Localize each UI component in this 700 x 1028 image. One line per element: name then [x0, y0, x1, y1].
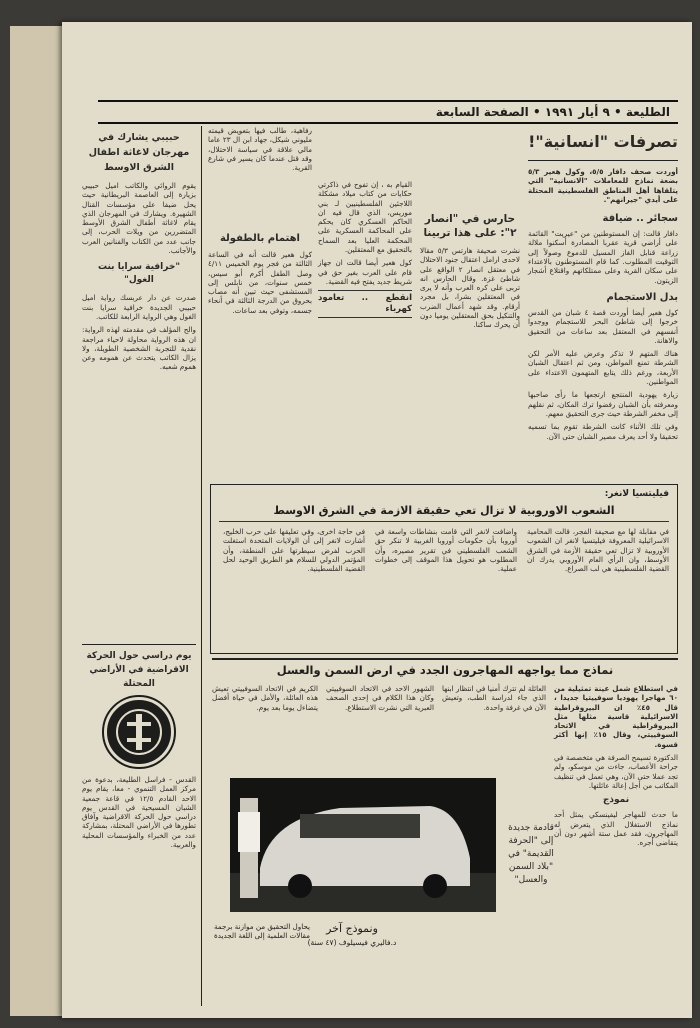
page-header — [98, 100, 678, 124]
article-kicker: فيليتسيا لانغر: — [604, 489, 669, 499]
article-title: الشعوب الاوروبية لا تزال تعي حقيقة الازمة في الشرق الاوسط — [219, 503, 669, 522]
paragraph: رفاهية، طالب فيها بتعويض قيمته مليوني شيكل، جهاد ابن ال ٢٣ عاما مالي علاقة في سياسة الاحتلال، وقد قتل عندما كان يسير في شارع القرية. — [208, 126, 312, 173]
photo-caption-note: يحاول التحقيق من موازنة برجمة مقالات العلمية إلى اللغة الجديدة — [213, 922, 311, 941]
article-langer-box — [210, 484, 678, 654]
newspaper-page — [62, 22, 692, 1018]
paragraph: وفي تلك الأثناء كانت الشرطة تقوم بما تسميه تحقيقا ولا أحد يعرف مصير الشبان حتى الآن. — [528, 422, 678, 441]
article-childhood — [208, 232, 312, 319]
article-title: تصرفات "انسانية"! — [528, 126, 678, 161]
paragraph: يقوم الروائي والكاتب اميل حبيبي بزيارة إلى العاصمة البريطانية حيث يحل ضيفا على مؤسسات القنال الشهيرة. ويشارك في المهرجان الذي يقام لاغاثة أطفال الشرق الأوسط المتضررين من ويلات الحرب، إلى جانب عدد من الكتاب والفنانين العرب والأجانب. — [82, 181, 196, 256]
page-header-text: الطليعة • ٩ أيار ١٩٩١ • الصفحة السابعة — [435, 105, 670, 119]
institution-logo — [104, 697, 174, 767]
subheading: اهتمام بالطفولة — [219, 233, 300, 244]
subheading: انقطع .. تعامود كهرباء — [318, 290, 412, 318]
article-humane-conduct — [528, 126, 678, 445]
article-immigrants — [554, 684, 678, 851]
paragraph: القيام به ، إن تفوح في ذاكرتي حكايات من كتاب ميلاد مشكلة اللاجئين الفلسطينيين لـ بني موريس، الذي قال فيه ان الحاكم العسكري كان يحكم على المحاكمة العسكرية على المحكمة العليا بعد السماح بالتحقيق مع المعتقلين. — [318, 180, 412, 255]
article-immigrants-continued — [442, 684, 546, 716]
paragraph: هناك المتهم لا تذكر وعرض عليه الأمر لكن الشرطة تمنع المواطن، ومن ثم اعتقال الشبان الأربعة، ورغم ذلك يتابع المتهمون الاعتداء على المواطنين. — [528, 349, 678, 387]
article-title: حارس في "انصار ٢": على هذا تربينا — [423, 213, 517, 239]
car-scene-illustration — [230, 778, 496, 912]
paragraph: الشهور الاحد في الاتحاد السوفييتي وكان هذا الكلام في إحدى الصحف العبرية التي نشرت الاستطلاع. — [326, 684, 434, 712]
paragraph: زيارة يهودية المنتجع ارتجعها ما رأى صاحبها ومعرفته بأن الشبان رفضوا ترك المكان، ثم نقلهم إلى مخفر الشرطة حيث جرى التحقيق معهم. — [528, 390, 678, 418]
article-reports — [318, 180, 412, 322]
paragraph: صدرت عن دار عربسك رواية اميل حبيبي الجديدة خرافية سرايا بنت الغول وهي الرواية الرابعة للكاتب. — [82, 293, 196, 321]
paragraph: كول هعير أيضا قالت ان جهاز قام على العرب بغير حق في شريط جديد يفتح فيه القضية. — [318, 258, 412, 286]
article-column — [375, 527, 517, 577]
article-habibi-festival — [82, 126, 196, 376]
paragraph: دافار قالت: إن المستوطنين من "عيريت" القائمة على أراضي قرية عقربا المصادرة أسكنوا ملالة زراعة قنابل الغاز المسيل للدموع وصولاً إلى التوقيت المطلوب. كما قام المستوطنون بالاعتداء على سكان القرية وعلى ممتلكاتهم واقتلاع أشجار الزيتون. — [528, 229, 678, 285]
subheading: نموذج — [602, 795, 630, 806]
article-lead: أوردت صحف دافار ٥/٥، وكول هعير ٥/٣ بضعة نماذج للمعاملات "الانسانية" التي يتلقاها أهل المناطق الفلسطينية المحتلة على أيدي "جيرانهم". — [528, 167, 678, 204]
photo-caption-title: ونموذج آخر — [326, 922, 378, 935]
article-ansar-guard — [420, 212, 520, 334]
subheading: سجائر .. ضيافة — [602, 213, 678, 225]
photo-caption-sub: د.فاليري فيسيلوف (٤٧ سنة) — [307, 938, 397, 947]
article-column — [223, 527, 365, 577]
paragraph: القدس - فراسل الطليعة، بدعوة من مركز العمل التنموي - معا، يقام يوم الاحد القادم ١٢/٥ في قاعة جمعية الشبان المسيحية في القدس يوم دراسي حول الحركة الاقراضية وآفاق تطورها في الأراضي المحتلة، بمشاركة عدد من الخبراء والمؤسسات المحلية والعربية. — [82, 775, 197, 850]
paragraph: العائلة لم تترك أمنيا في انتظار ابنها الذي جاء لدراسة الطب، وتعيش الآن في غرفة واحدة. — [441, 684, 546, 712]
column-rule — [201, 126, 202, 1006]
paragraph: الدكتورة تسيمح الصرفة هي متخصصة في جراحة الأعصاب، جاءت من موسكو، ولم تجد عملا حتى الآن، وهي تعمل في تنظيف المكاتب من أجل إعالة عائلتها. — [554, 753, 678, 790]
section-rule — [212, 658, 678, 660]
article-immigrants-continued — [212, 684, 318, 716]
article-lead: في استطلاع شمل عينة تمثيلية من ٦٠ مهاجرا يهوديا سوفييتيا جديدا ، قال ٤٥٪ ان البيروقراطية الاسرائيلية قاسية مثلها مثل البيروقراطية في الاتحاد السوفييتي، وقال ١٥٪ إنها أكثر قسوة. — [554, 684, 678, 749]
article-reports-continued — [208, 126, 312, 176]
article-title: نماذج مما يواجهه المهاجرون الجدد في ارض السمن والعسل — [276, 663, 614, 677]
news-photo — [230, 778, 496, 912]
paragraph: في حاجة اخرى، وفي تعليقها على حرب الخليج، أشارت لانغر إلى أن الولايات المتحدة استغلت الحرب لفرض سيطرتها على المنطقة، وأن المؤتمر الدولي للسلام هو الطريق الوحيد لحل القضية الفلسطينية. — [223, 527, 365, 574]
paragraph: ما حدث للمهاجر ليفينسكي يمثل أحد نماذج الاستغلال الذي يتعرض له المهاجرون، فقد عمل ستة أشهر دون أن يتقاضى أجره. — [554, 810, 678, 848]
paragraph: في مقابلة لها مع صحيفة الفجر، قالت المحامية الاسرائيلية المعروفة فيليتسيا لانغر ان الشعوب الأوروبية لا تزال تعي حقيقة الأزمة في الشرق الأوسط، وان الرأي العام الأوروبي يدرك ان القضية الفلسطينية هي لب الصراع. — [527, 527, 669, 574]
photo-side-caption: قادمة جديدة إلى "الحرفة القديمة" في "بلاد السمن والعسل" — [508, 823, 554, 885]
paragraph: والح المؤلف في مقدمته لهذه الرواية: ان هذه الرواية محاولة لاحياء مراجعة نقدية للتجربة الشخصية الطويلة، ولا يزال الكاتب يتحدث عن همومه وعن هموم شعبه. — [82, 325, 196, 372]
article-immigrants-continued — [326, 684, 434, 716]
paragraph: واضافت لانغر التي قامت بنشاطات واسعة في أوروبا بأن حكومات أوروبا الغربية لا تنكر حق الشعب الفلسطيني في تقرير مصيره، وأن المطلوب هو تحويل هذا الموقف إلى خطوات عملية. — [375, 527, 517, 574]
subheading: بدل الاستجمام — [606, 291, 678, 303]
article-column — [527, 527, 669, 577]
paragraph: نشرت صحيفة هارتس ٥/٣ مقالا لاحدى ارامل اعتقال جنود الاحتلال في معتقل انصار ٢ الواقع على شاطئ غزة. وقال الحارس انه تربى على كره العرب وأنه لا يرى في المعتقلين بشرا، بل مجرد أرقام. وقد شهد أعمال الضرب والتنكيل بحق المعتقلين يوميا دون أن يحرك ساكنا. — [420, 246, 521, 330]
paragraph: الكريم في الاتحاد السوفييتي تعيش هذه العائلة، والأمل في حياة أفضل يتضاءل يوما بعد يوم. — [212, 684, 318, 712]
paragraph: كول هعير قالت أنه في الساعة الثالثة من فجر يوم الخميس ٤/١١ وصل الطفل أكرم أبو سيس، خمس سنوات، من نابلس إلى المستشفى حيث تبين أنه مصاب بحروق من الدرجة الثالثة في أنحاء جسمه، وتوفي بعد ساعات. — [208, 250, 312, 315]
article-title: حبيبي يشارك في مهرجان لاغاثة اطفال الشرق الاوسط — [88, 132, 190, 173]
subheading: "خرافية سرايا بنت الغول" — [97, 262, 181, 286]
article-title: يوم دراسي حول الحركة الاقراضية في الأراضي المحتلة — [82, 644, 196, 691]
article-study-day — [82, 644, 196, 853]
paragraph: كول هعير أيضا أوردت قصة ٤ شبان من القدس خرجوا إلى شاطئ البحر للاستجمام ووجدوا أنفسهم في المعتقل بعد ساعات من التحقيق والاهانة. — [528, 307, 678, 345]
